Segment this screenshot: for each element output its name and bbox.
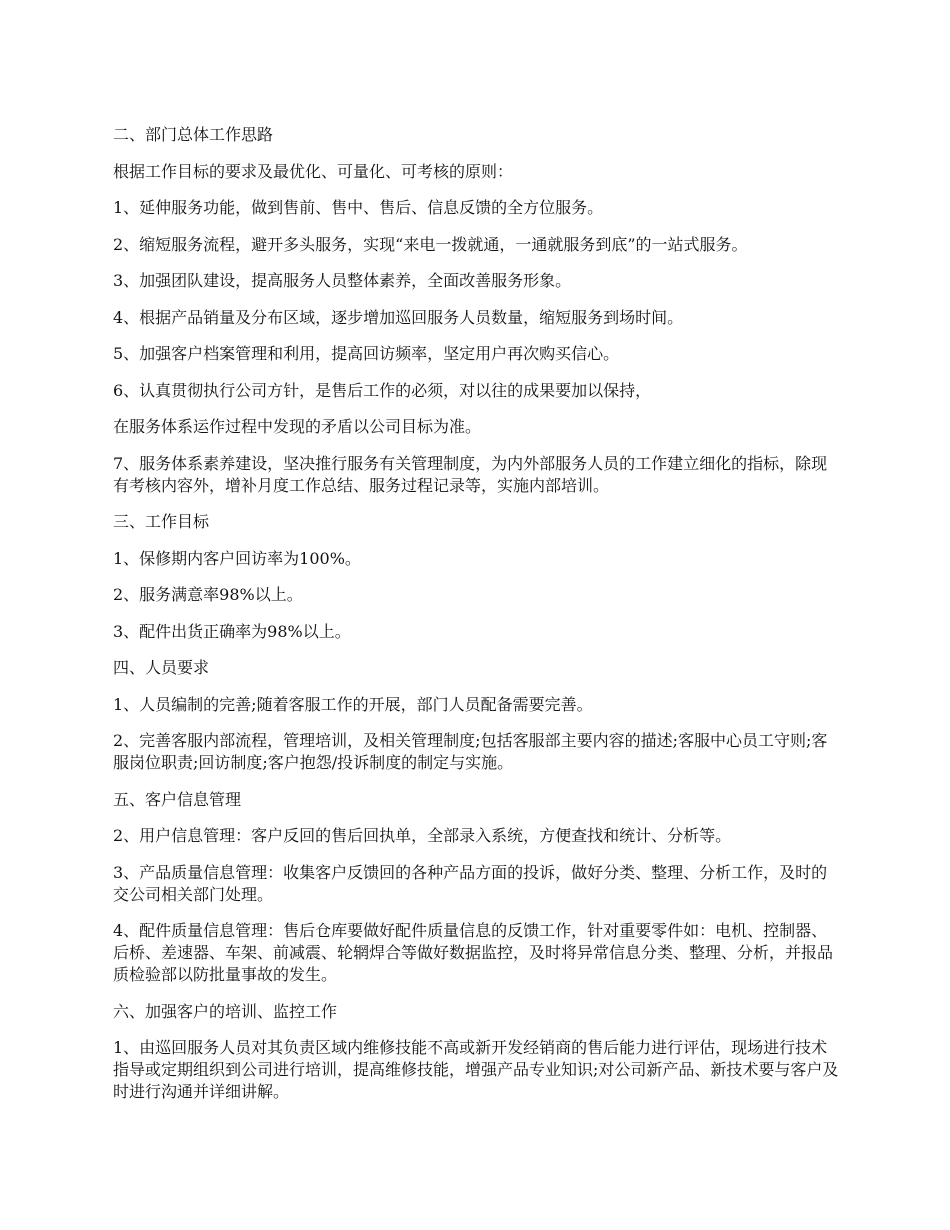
paragraph-text: 在服务体系运作过程中发现的矛盾以公司目标为准。 xyxy=(113,417,482,436)
list-item: 4、根据产品销量及分布区域，逐步增加巡回服务人员数量，缩短服务到场时间。 xyxy=(113,307,684,327)
list-item: 1、人员编制的完善;随着客服工作的开展，部门人员配备需要完善。 xyxy=(113,694,593,714)
section-heading-4: 四、人员要求 xyxy=(113,658,210,677)
list-item: 1、由巡回服务人员对其负责区域内维修技能不高或新开发经销商的售后能力进行评估，现场进行技术指导或定期组织到公司进行培训，提高维修技能，增强产品专业知识;对公司新产品、新技术要与客户及时进行沟通并详细讲解。 xyxy=(113,1038,839,1101)
list-item: 6、认真贯彻执行公司方针，是售后工作的必须，对以往的成果要加以保持， xyxy=(113,380,652,400)
list-item: 5、加强客户档案管理和利用，提高回访频率，坚定用户再次购买信心。 xyxy=(113,344,620,363)
section-heading-3: 三、工作目标 xyxy=(113,512,210,531)
list-item: 7、服务体系素养建设，坚决推行服务有关管理制度，为内外部服务人员的工作建立细化的指标，除现有考核内容外，增补月度工作总结、服务过程记录等，实施内部培训。 xyxy=(113,453,828,495)
section-heading-5: 五、客户信息管理 xyxy=(113,789,242,809)
list-item: 1、延伸服务功能，做到售前、售中、售后、信息反馈的全方位服务。 xyxy=(113,198,604,217)
list-item: 3、配件出货正确率为98%以上。 xyxy=(113,621,351,641)
paragraph-intro: 根据工作目标的要求及最优化、可量化、可考核的原则： xyxy=(113,161,514,181)
document-page xyxy=(113,124,841,1118)
list-item: 2、完善客服内部流程，管理培训，及相关管理制度;包括客服部主要内容的描述;客服中心员工守则;客服岗位职责;回访制度;客户抱怨/投诉制度的制定与实施。 xyxy=(113,731,828,772)
list-item: 2、服务满意率98%以上。 xyxy=(113,585,303,604)
list-item: 4、配件质量信息管理：售后仓库要做好配件质量信息的反馈工作，针对重要零件如：电机、控制器、后桥、差速器、车架、前减震、轮辋焊合等做好数据监控，及时将异常信息分类、整理、分析，并报品质检验部以防批量事故的发生。 xyxy=(113,921,834,984)
list-item: 2、用户信息管理：客户反回的售后回执单，全部录入系统，方便查找和统计、分析等。 xyxy=(113,826,732,845)
section-heading-6: 六、加强客户的培训、监控工作 xyxy=(113,1001,338,1021)
section-heading-2: 二、部门总体工作思路 xyxy=(113,125,274,144)
list-item: 3、产品质量信息管理：收集客户反馈回的各种产品方面的投诉，做好分类、整理、分析工作，及时的交公司相关部门处理。 xyxy=(113,862,828,904)
list-item: 1、保修期内客户回访率为100%。 xyxy=(113,548,361,568)
list-item: 2、缩短服务流程，避开多头服务，实现“来电一拨就通，一通就服务到底”的一站式服务。 xyxy=(113,234,748,254)
list-item: 3、加强团队建设，提高服务人员整体素养，全面改善服务形象。 xyxy=(113,271,572,290)
